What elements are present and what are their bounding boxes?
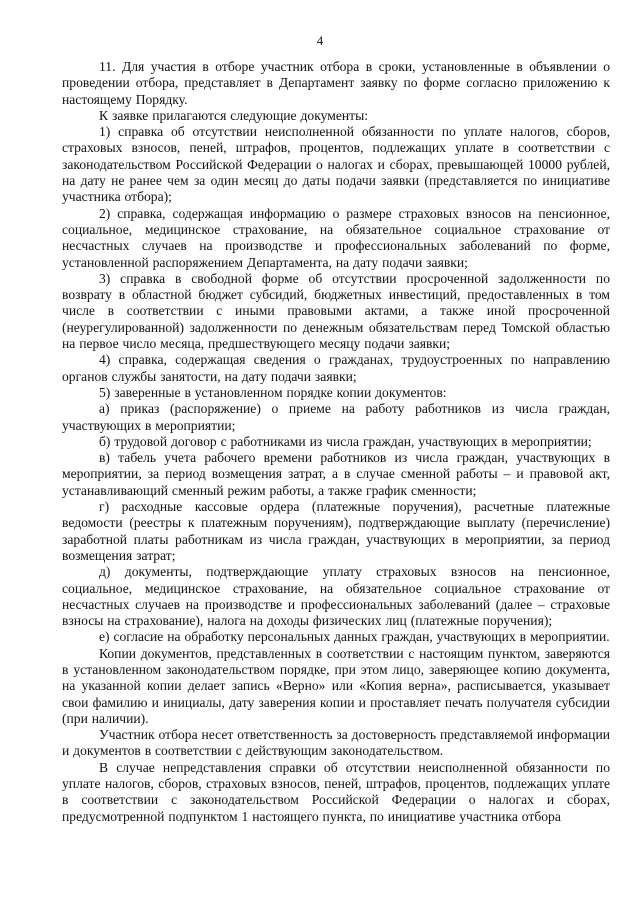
paragraph-doc-5e: е) согласие на обработку персональных данных граждан, участвующих в мероприятии. <box>99 629 610 645</box>
body-text <box>62 59 610 825</box>
paragraph-doc-4: 4) справка, содержащая сведения о гражданах, трудоустроенных по направлению органов службы занятости, на дату подачи заявки; <box>62 352 610 384</box>
paragraph-doc-5v: в) табель учета рабочего времени работников из числа граждан, участвующих в мероприятии, за период возмещения затрат, а в случае сменной работы – и правовой акт, устанавливающий сменный режим работы, а также график сменности; <box>62 450 610 498</box>
paragraph-doc-1: 1) справка об отсутствии неисполненной обязанности по уплате налогов, сборов, страховых взносов, пеней, штрафов, процентов, подлежащих уплате в соответствии с законодательством Российской Федерации о налогах и сборах, превышающей 10000 рублей, на дату не ранее чем за один месяц до даты подачи заявки (представляется по инициативе участника отбора); <box>62 124 610 205</box>
paragraph-doc-3: 3) справка в свободной форме об отсутствии просроченной задолженности по возврату в областной бюджет субсидий, бюджетных инвестиций, предоставленных в том числе в соответствии с иными правовыми актами, а также иной просроченной (неурегулированной) задолженности по денежным обязательствам перед Томской областью на первое число месяца, предшествующего месяцу подачи заявки; <box>62 270 610 352</box>
paragraph-responsibility: Участник отбора несет ответственность за достоверность представляемой информации и документов в соответствии с действующим законодательством. <box>62 727 610 759</box>
paragraph-doc-5b: б) трудовой договор с работниками из числа граждан, участвующих в мероприятии; <box>99 433 592 449</box>
paragraph-attachments-intro: К заявке прилагаются следующие документы: <box>99 107 368 123</box>
paragraph-doc-5d: д) документы, подтверждающие уплату страховых взносов на пенсионное, социальное, медицинское страхование, на обязательное социальное страхование от несчастных случаев на производстве и профессиональных заболеваний (далее – страховые взносы на страхование), налога на доходы физических лиц (платежные поручения); <box>62 564 610 629</box>
page-number: 4 <box>316 33 324 48</box>
paragraph-doc-5: 5) заверенные в установленном порядке копии документов: <box>99 384 447 400</box>
paragraph-non-submission: В случае непредставления справки об отсутствии неисполненной обязанности по уплате налогов, сборов, страховых взносов, пеней, штрафов, процентов, подлежащих уплате в соответствии с законодательством Российской Федерации о налогах и сборах, предусмотренной подпунктом 1 настоящего пункта, по инициативе участника отбора <box>62 759 610 824</box>
paragraph-item-11: 11. Для участия в отборе участник отбора в сроки, установленные в объявлении о проведении отбора, представляет в Департамент заявку по форме согласно приложению к настоящему Порядку. <box>62 59 610 107</box>
paragraph-copies-certification: Копии документов, представленных в соответствии с настоящим пунктом, заверяются в установленном законодательством порядке, при этом лицо, заверяющее копию документа, на указанной копии делает запись «Верно» или «Копия верна», расписывается, указывает свои фамилию и инициалы, дату заверения копии и проставляет печать получателя субсидии (при наличии). <box>62 645 610 726</box>
paragraph-doc-5a: а) приказ (распоряжение) о приеме на работу работников из числа граждан, участвующих в мероприятии; <box>62 401 610 433</box>
paragraph-doc-5g: г) расходные кассовые ордера (платежные поручения), расчетные платежные ведомости (реестры к платежным поручениям), подтверждающие выплату (перечисление) заработной платы работникам из числа граждан, участвующих в мероприятии, за период возмещения затрат; <box>62 499 610 563</box>
paragraph-doc-2: 2) справка, содержащая информацию о размере страховых взносов на пенсионное, социальное, медицинское страхование, на обязательное социальное страхование от несчастных случаев на производстве и профессиональных заболеваний по форме, установленной распоряжением Департамента, на дату подачи заявки; <box>62 205 610 270</box>
